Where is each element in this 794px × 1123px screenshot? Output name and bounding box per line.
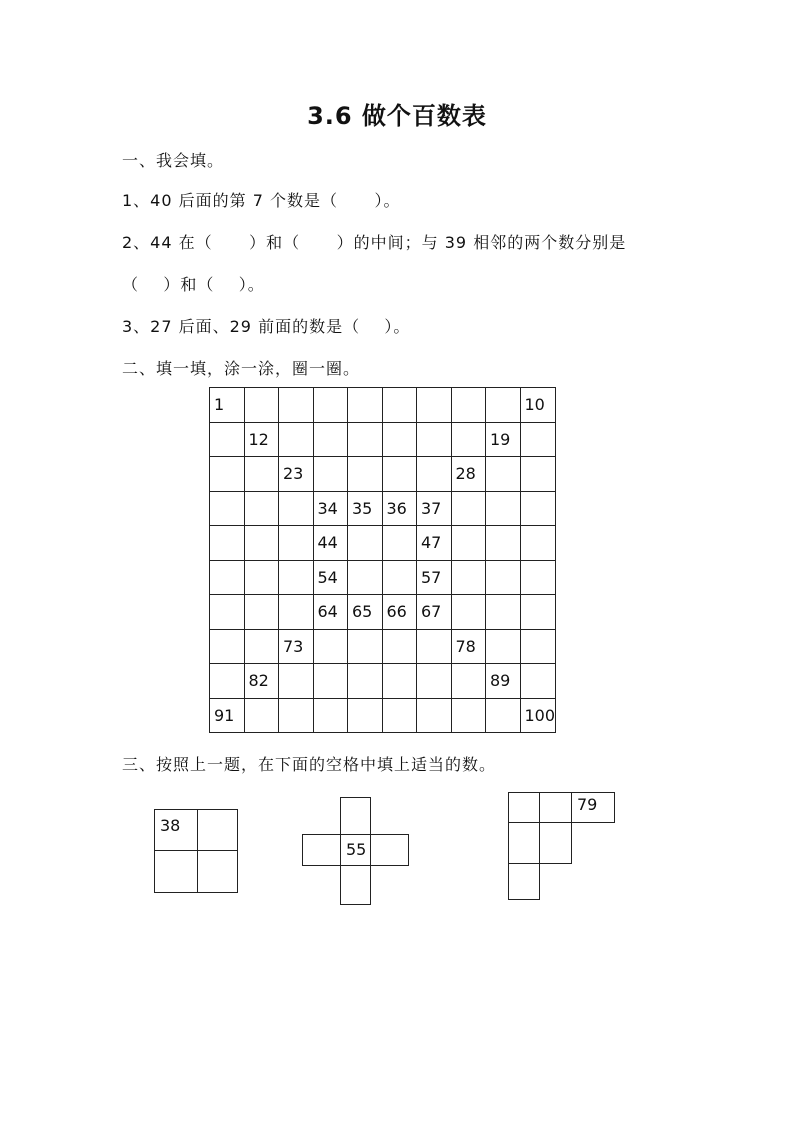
l-cell-r2-c2[interactable] xyxy=(539,822,572,864)
grid-cell[interactable] xyxy=(382,457,417,492)
grid-cell[interactable] xyxy=(486,560,521,595)
grid-cell[interactable] xyxy=(279,560,314,595)
grid-cell[interactable] xyxy=(348,457,383,492)
grid-cell[interactable] xyxy=(486,698,521,733)
grid-cell[interactable] xyxy=(313,664,348,699)
grid-cell[interactable] xyxy=(520,629,556,664)
grid-cell[interactable] xyxy=(313,698,348,733)
grid-cell[interactable]: 35 xyxy=(348,491,383,526)
grid-cell[interactable]: 65 xyxy=(348,595,383,630)
grid-cell[interactable] xyxy=(486,388,521,423)
grid-row xyxy=(210,388,556,423)
grid-cell[interactable]: 10 xyxy=(520,388,556,423)
grid-cell[interactable]: 100 xyxy=(520,698,556,733)
grid-row xyxy=(210,698,556,733)
grid-cell[interactable]: 89 xyxy=(486,664,521,699)
square-cell-top-left[interactable]: 38 xyxy=(154,809,198,851)
grid-cell[interactable] xyxy=(210,595,245,630)
grid-cell[interactable] xyxy=(244,526,279,561)
grid-row xyxy=(210,491,556,526)
grid-cell[interactable] xyxy=(348,422,383,457)
grid-cell[interactable] xyxy=(451,491,486,526)
grid-cell[interactable] xyxy=(279,595,314,630)
grid-cell[interactable]: 73 xyxy=(279,629,314,664)
grid-cell[interactable] xyxy=(451,560,486,595)
grid-row xyxy=(210,560,556,595)
grid-cell[interactable] xyxy=(417,698,452,733)
grid-cell[interactable] xyxy=(313,388,348,423)
grid-cell[interactable] xyxy=(486,457,521,492)
square-cell-bottom-right[interactable] xyxy=(197,850,238,893)
question-3: 3、27 后面、29 前面的数是（ ）。 xyxy=(122,317,411,336)
grid-cell[interactable]: 82 xyxy=(244,664,279,699)
question-1: 1、40 后面的第 7 个数是（ ）。 xyxy=(122,191,401,210)
grid-row xyxy=(210,526,556,561)
cross-cell-bottom[interactable] xyxy=(340,865,371,905)
grid-cell[interactable] xyxy=(210,560,245,595)
question-2-line-1: 2、44 在（ ）和（ ）的中间；与 39 相邻的两个数分别是 xyxy=(122,233,627,252)
section-3-heading: 三、按照上一题，在下面的空格中填上适当的数。 xyxy=(122,755,497,774)
grid-cell[interactable] xyxy=(244,388,279,423)
grid-cell[interactable] xyxy=(417,422,452,457)
grid-cell[interactable]: 36 xyxy=(382,491,417,526)
grid-cell[interactable] xyxy=(348,526,383,561)
grid-cell[interactable] xyxy=(210,526,245,561)
grid-row xyxy=(210,457,556,492)
grid-cell[interactable] xyxy=(520,560,556,595)
grid-cell[interactable]: 28 xyxy=(451,457,486,492)
grid-cell[interactable] xyxy=(382,664,417,699)
l-cell-r1-c1[interactable] xyxy=(508,792,540,823)
grid-cell[interactable]: 64 xyxy=(313,595,348,630)
grid-cell[interactable] xyxy=(279,491,314,526)
grid-cell[interactable] xyxy=(451,422,486,457)
grid-cell[interactable] xyxy=(279,526,314,561)
grid-cell[interactable] xyxy=(348,664,383,699)
square-cell-bottom-left[interactable] xyxy=(154,850,198,893)
grid-cell[interactable]: 34 xyxy=(313,491,348,526)
grid-cell[interactable] xyxy=(520,526,556,561)
grid-cell[interactable] xyxy=(279,664,314,699)
grid-cell[interactable] xyxy=(210,491,245,526)
grid-cell[interactable] xyxy=(520,595,556,630)
cross-cell-left[interactable] xyxy=(302,834,341,866)
grid-cell[interactable] xyxy=(417,457,452,492)
grid-cell[interactable] xyxy=(244,560,279,595)
l-cell-r2-c1[interactable] xyxy=(508,822,540,864)
question-2-line-2: （ ）和（ ）。 xyxy=(122,275,265,294)
grid-cell[interactable] xyxy=(210,422,245,457)
grid-cell[interactable]: 12 xyxy=(244,422,279,457)
grid-cell[interactable] xyxy=(382,422,417,457)
grid-cell[interactable] xyxy=(279,422,314,457)
grid-cell[interactable]: 1 xyxy=(210,388,245,423)
grid-cell[interactable] xyxy=(486,491,521,526)
grid-cell[interactable] xyxy=(244,457,279,492)
grid-cell[interactable] xyxy=(417,664,452,699)
l-cell-r1-c3[interactable]: 79 xyxy=(571,792,615,823)
grid-cell[interactable] xyxy=(520,491,556,526)
grid-cell[interactable] xyxy=(244,595,279,630)
hundred-chart xyxy=(209,387,556,733)
grid-cell[interactable] xyxy=(210,664,245,699)
grid-cell[interactable] xyxy=(313,422,348,457)
l-cell-r1-c2[interactable] xyxy=(539,792,572,823)
grid-cell[interactable] xyxy=(348,629,383,664)
grid-cell[interactable] xyxy=(486,595,521,630)
grid-cell[interactable] xyxy=(451,698,486,733)
section-2-heading: 二、填一填，涂一涂，圈一圈。 xyxy=(122,359,361,378)
grid-cell[interactable] xyxy=(417,629,452,664)
grid-cell[interactable] xyxy=(417,388,452,423)
grid-cell[interactable] xyxy=(279,698,314,733)
grid-row xyxy=(210,664,556,699)
grid-cell[interactable] xyxy=(451,664,486,699)
grid-cell[interactable] xyxy=(382,560,417,595)
grid-cell[interactable] xyxy=(382,629,417,664)
grid-cell[interactable] xyxy=(382,698,417,733)
grid-cell[interactable] xyxy=(451,526,486,561)
grid-cell[interactable] xyxy=(451,388,486,423)
cross-cell-right[interactable] xyxy=(370,834,409,866)
grid-cell[interactable]: 67 xyxy=(417,595,452,630)
grid-cell[interactable] xyxy=(348,388,383,423)
grid-cell[interactable] xyxy=(244,491,279,526)
grid-cell[interactable]: 37 xyxy=(417,491,452,526)
grid-cell[interactable]: 47 xyxy=(417,526,452,561)
grid-row xyxy=(210,595,556,630)
grid-cell[interactable] xyxy=(520,422,556,457)
grid-cell[interactable]: 23 xyxy=(279,457,314,492)
page-title: 3.6 做个百数表 xyxy=(307,102,487,130)
grid-cell[interactable]: 78 xyxy=(451,629,486,664)
grid-cell[interactable] xyxy=(486,629,521,664)
grid-cell[interactable] xyxy=(279,388,314,423)
grid-cell[interactable] xyxy=(382,388,417,423)
grid-row xyxy=(210,422,556,457)
grid-cell[interactable] xyxy=(210,629,245,664)
grid-cell[interactable]: 44 xyxy=(313,526,348,561)
grid-cell[interactable] xyxy=(244,629,279,664)
grid-cell[interactable] xyxy=(382,526,417,561)
grid-cell[interactable] xyxy=(486,526,521,561)
grid-cell[interactable] xyxy=(348,698,383,733)
grid-cell[interactable] xyxy=(451,595,486,630)
grid-cell[interactable]: 19 xyxy=(486,422,521,457)
cross-cell-top[interactable] xyxy=(340,797,371,835)
grid-cell[interactable] xyxy=(313,629,348,664)
l-cell-r3-c1[interactable] xyxy=(508,863,540,900)
grid-cell[interactable] xyxy=(244,698,279,733)
grid-cell[interactable] xyxy=(210,457,245,492)
grid-row xyxy=(210,629,556,664)
cross-cell-center[interactable]: 55 xyxy=(340,834,371,866)
section-1-heading: 一、我会填。 xyxy=(122,151,225,170)
grid-cell[interactable]: 54 xyxy=(313,560,348,595)
grid-cell[interactable]: 66 xyxy=(382,595,417,630)
grid-cell[interactable]: 91 xyxy=(210,698,245,733)
grid-cell[interactable]: 57 xyxy=(417,560,452,595)
grid-cell[interactable] xyxy=(348,560,383,595)
grid-cell[interactable] xyxy=(520,664,556,699)
grid-cell[interactable] xyxy=(313,457,348,492)
grid-cell[interactable] xyxy=(520,457,556,492)
square-cell-top-right[interactable] xyxy=(197,809,238,851)
